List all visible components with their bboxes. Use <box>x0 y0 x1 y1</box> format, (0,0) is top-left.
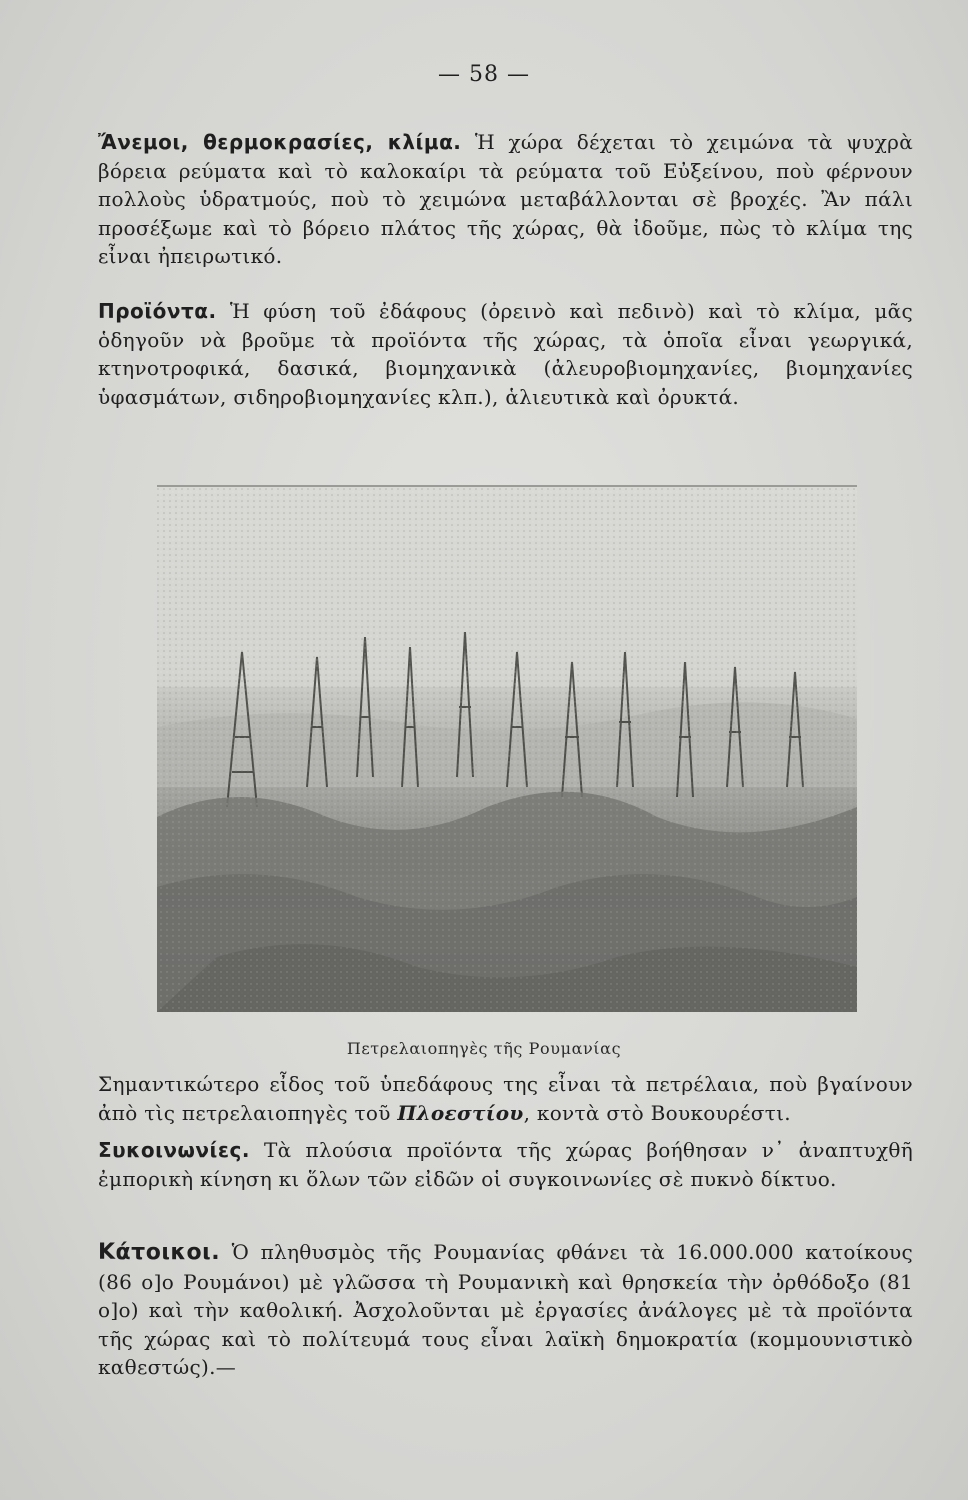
products-paragraph <box>98 297 913 411</box>
oil-derricks-illustration <box>157 487 857 1012</box>
inhabitants-paragraph <box>98 1238 913 1382</box>
page-number: — 58 — <box>438 62 530 87</box>
winds-text: Ἡ χώρα δέχεται τὸ χειμώνα τὰ ψυχρὰ βόρεια ρεύματα καὶ τὸ καλοκαίρι τὰ ρεύματα τοῦ Εὐξείνου, ποὺ φέρνουν πολλοὺς ὑδρατμούς, ποὺ τὸ χειμώνα μεταβάλλονται σὲ βροχές. Ἂν πάλι προσέξωμε καὶ τὸ βόρειο πλάτος τῆς χώρας, θὰ ἰδοῦμε, πὼς τὸ κλίμα της εἶναι ἠπειρωτικό. <box>98 130 913 269</box>
inhabitants-heading: Κάτοικοι. <box>98 1240 221 1265</box>
communications-text: Τὰ πλούσια προϊόντα τῆς χώρας βοήθησαν ν᾽ ἀναπτυχθῆ ἐμπορικὴ κίνηση κι ὅλων τῶν εἰδῶν οἱ συγκοινωνίες σὲ πυκνὸ δίκτυο. <box>98 1138 913 1191</box>
products-heading: Προϊόντα. <box>98 299 217 323</box>
ploesti-place-name: Πλοεστίου <box>397 1100 524 1125</box>
products-text: Ἡ φύση τοῦ ἐδάφους (ὀρεινὸ καὶ πεδινὸ) καὶ τὸ κλίμα, μᾶς ὁδηγοῦν νὰ βροῦμε τὰ προϊόντα τῆς χώρας, τὰ ὁποῖα εἶναι γεωργικά, κτηνοτροφικά, δασικά, βιομηχανικὰ (ἀλευροβιομηχανίες, βιομηχανίες ὑφασμάτων, σιδηροβιομηχανίες κλπ.), ἁλιευτικὰ καὶ ὀρυκτά. <box>98 299 913 409</box>
oil-wells-photo <box>157 485 857 1012</box>
petroleum-paragraph <box>98 1070 913 1127</box>
communications-heading: Συκοινωνίες. <box>98 1138 250 1162</box>
winds-paragraph <box>98 128 913 271</box>
communications-paragraph <box>98 1136 913 1193</box>
inhabitants-text: Ὁ πληθυσμὸς τῆς Ρουμανίας φθάνει τὰ 16.000.000 κατοίκους (86 ο]ο Ρουμάνοι) μὲ γλῶσσα τὴ Ρουμανικὴ καὶ θρησκεία τὴν ὀρθόδοξο (81 ο]ο) καὶ τὴν καθολική. Ἀσχολοῦνται μὲ ἐργασίες ἀνάλογες μὲ τὰ προϊόντα τῆς χώρας καὶ τὸ πολίτευμά τους εἶναι λαϊκὴ δημοκρατία (κομμουνιστικὸ καθεστώς).— <box>98 1240 913 1380</box>
winds-heading: Ἄνεμοι, θερμοκρασίες, κλίμα. <box>98 130 462 154</box>
petroleum-text-before: Σημαντικώτερο εἶδος τοῦ ὑπεδάφους της εἶναι τὰ πετρέλαια, ποὺ βγαίνουν ἀπὸ τὶς πετρελαιοπηγὲς τοῦ <box>98 1072 913 1125</box>
petroleum-text-after: , κοντὰ στὸ Βουκουρέστι. <box>523 1100 791 1125</box>
figure-caption: Πετρελαιοπηγὲς τῆς Ρουμανίας <box>346 1039 622 1058</box>
